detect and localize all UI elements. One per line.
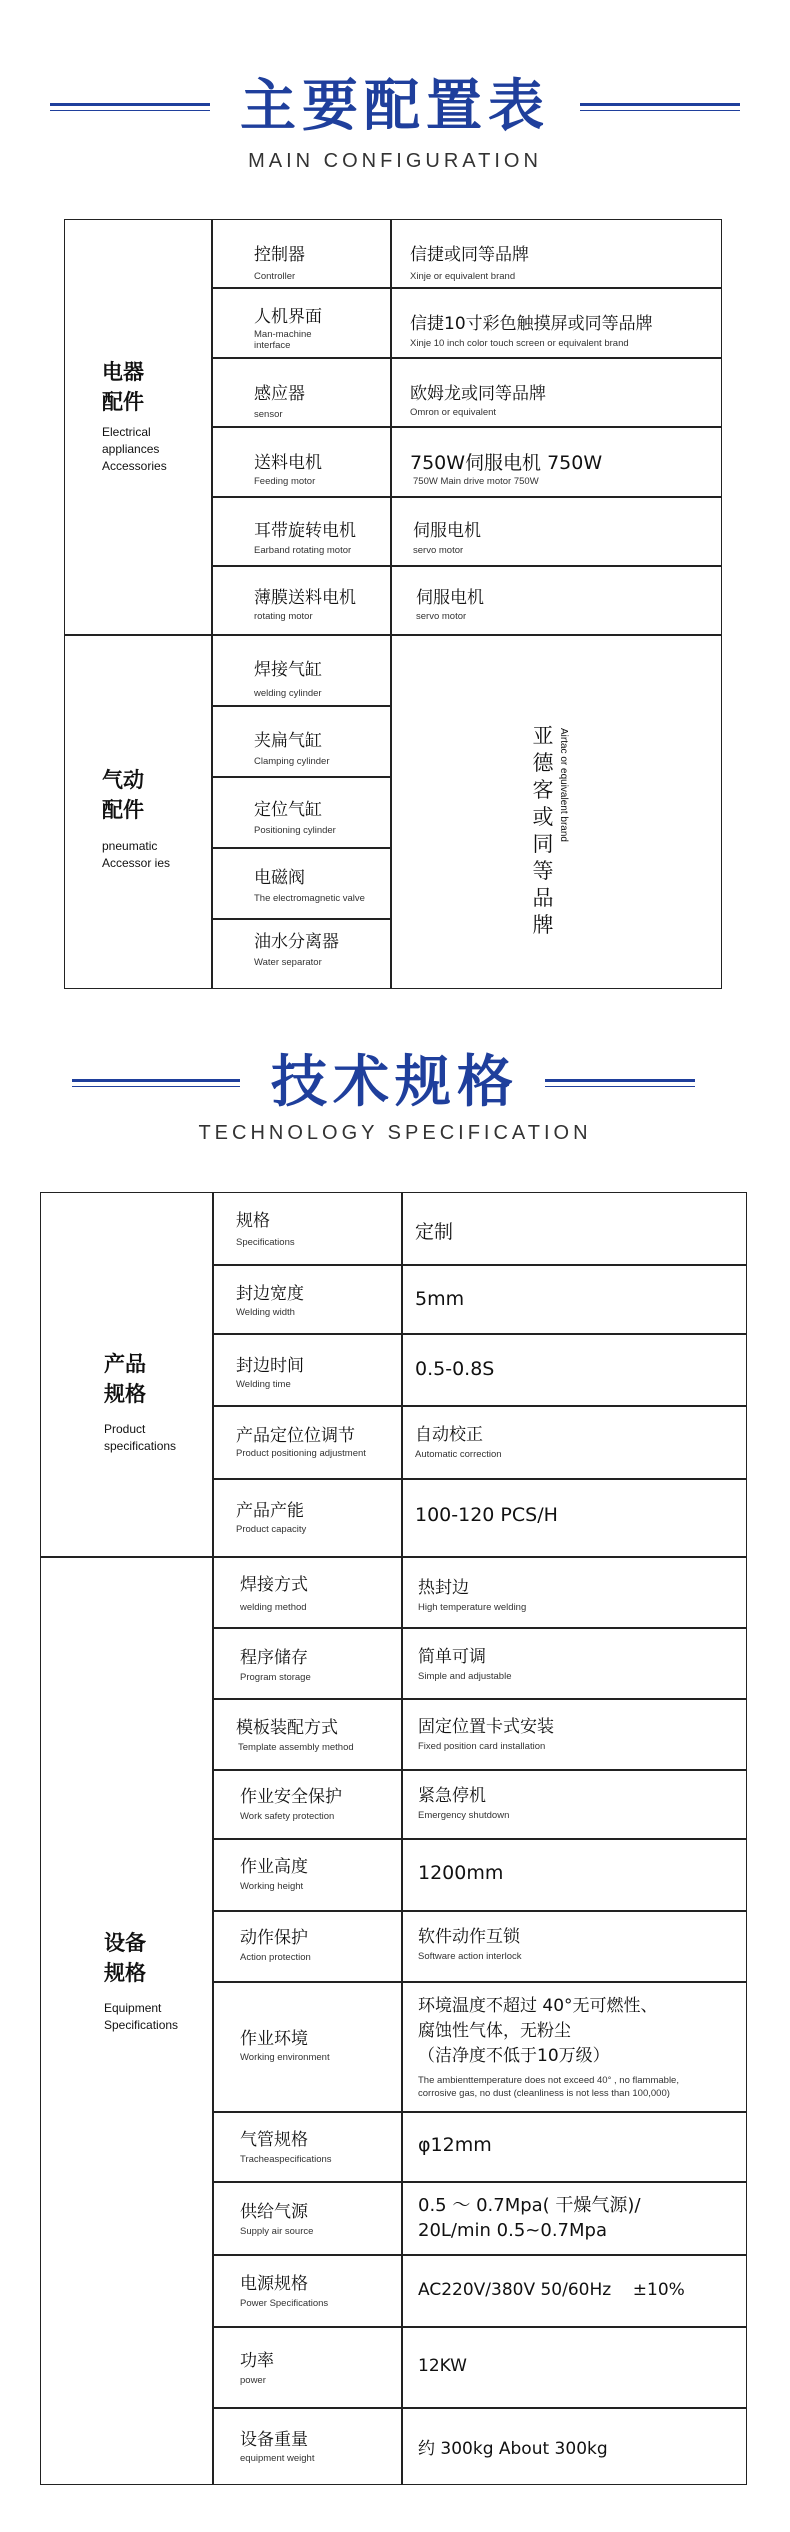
row-value: 100-120 PCS/H: [415, 1504, 558, 1526]
row-value-en: Automatic correction: [415, 1449, 502, 1460]
row-item-en: rotating motor: [254, 611, 313, 622]
row-value: 0.5-0.8S: [415, 1358, 495, 1380]
row-item-cn: 电源规格: [240, 2274, 308, 2294]
row-value-cn: 固定位置卡式安装: [418, 1717, 554, 1737]
main-config-subtitle: MAIN CONFIGURATION: [248, 150, 542, 172]
group-title-product: 产品 规格: [104, 1352, 146, 1406]
row-item-en: Welding time: [236, 1379, 291, 1390]
row-item-en: Specifications: [236, 1237, 295, 1248]
row-item-cn: 控制器: [254, 245, 305, 265]
row-item-cn: 送料电机: [254, 453, 322, 473]
row-item-cn: 模板装配方式: [236, 1718, 338, 1738]
row-item-cn: 人机界面: [254, 307, 322, 327]
tech-spec-header: [0, 1020, 790, 1200]
row-item-en: welding cylinder: [254, 688, 322, 699]
row-item-cn: 薄膜送料电机: [254, 588, 356, 608]
group-en-electrical: Electrical appliances Accessories: [102, 425, 167, 473]
merged-brand-cn: 亚 德 客 或 同 等 品 牌: [532, 724, 554, 937]
value-cell: [402, 1192, 747, 1265]
row-item-en: Positioning cylinder: [254, 825, 336, 836]
row-item-en: sensor: [254, 409, 283, 420]
row-value-cn: 热封边: [418, 1578, 469, 1598]
row-item-en: The electromagnetic valve: [254, 893, 365, 904]
row-value: AC220V/380V 50/60Hz ±10%: [418, 2280, 685, 2300]
row-value-en: Xinje 10 inch color touch screen or equivalent brand: [410, 338, 629, 349]
row-value-cn: 软件动作互锁: [418, 1927, 520, 1947]
merged-brand-en: Airtac or equivalent brand: [558, 728, 569, 842]
row-value-cn: 信捷10寸彩色触摸屏或同等品牌: [410, 314, 653, 334]
row-item-en: Feeding motor: [254, 476, 316, 487]
row-value-en: Fixed position card installation: [418, 1741, 546, 1752]
row-item-en: Program storage: [240, 1672, 311, 1683]
row-item-en: equipment weight: [240, 2453, 315, 2464]
row-item-en: welding method: [240, 1602, 307, 1613]
row-value-cn: 750W伺服电机 750W: [410, 452, 603, 474]
row-value-en: Software action interlock: [418, 1951, 522, 1962]
row-item-en: Clamping cylinder: [254, 756, 330, 767]
row-item-cn: 作业安全保护: [240, 1787, 342, 1807]
row-value-en: servo motor: [416, 611, 467, 622]
row-item-cn: 规格: [236, 1211, 270, 1231]
row-item-en: Working environment: [240, 2052, 330, 2063]
row-item-cn: 程序储存: [240, 1648, 308, 1668]
tech-spec-title: 技术规格: [271, 1050, 519, 1115]
row-value-cn: 自动校正: [415, 1425, 483, 1445]
main-config-header: [0, 0, 790, 200]
row-item-cn: 焊接方式: [240, 1575, 308, 1595]
row-value-en: The ambienttemperature does not exceed 40° , no flammable, corrosive gas, no dust (cleanliness is not less than 100,000): [418, 2075, 679, 2099]
row-item-cn: 油水分离器: [254, 932, 339, 952]
row-value-cn: 欧姆龙或同等品牌: [410, 384, 546, 404]
row-item-en: Work safety protection: [240, 1811, 335, 1822]
row-item-en: power: [240, 2375, 266, 2386]
row-item-en: Controller: [254, 271, 296, 282]
row-item-en: Product positioning adjustment: [236, 1448, 366, 1459]
row-value: φ12mm: [418, 2134, 492, 2156]
item-cell: [212, 919, 391, 989]
row-item-en: Working height: [240, 1881, 304, 1892]
main-config-title: 主要配置表: [240, 74, 550, 139]
row-value-en: Omron or equivalent: [410, 407, 497, 418]
row-item-en: Welding width: [236, 1307, 295, 1318]
row-value: 1200mm: [418, 1862, 504, 1884]
row-item-en: Tracheaspecifications: [240, 2154, 332, 2165]
row-value: 定制: [415, 1221, 454, 1243]
row-item-en: Product capacity: [236, 1524, 307, 1535]
row-item-en: Water separator: [254, 957, 322, 968]
group-title-pneumatic: 气动 配件: [102, 768, 144, 822]
row-item-cn: 供给气源: [240, 2202, 308, 2222]
row-value-en: Simple and adjustable: [418, 1671, 512, 1682]
row-value-cn: 信捷或同等品牌: [410, 245, 529, 265]
row-value-cn: 紧急停机: [418, 1786, 486, 1806]
row-item-cn: 电磁阀: [254, 868, 305, 888]
row-value: 12KW: [418, 2356, 467, 2376]
row-item-cn: 动作保护: [240, 1928, 308, 1948]
tech-spec-subtitle: TECHNOLOGY SPECIFICATION: [198, 1122, 592, 1144]
row-item-cn: 功率: [240, 2351, 274, 2371]
row-item-en: Earband rotating motor: [254, 545, 352, 556]
row-item-en: Template assembly method: [238, 1742, 354, 1753]
row-item-cn: 产品产能: [236, 1501, 304, 1521]
group-title-equipment: 设备 规格: [104, 1931, 146, 1985]
row-value-en: High temperature welding: [418, 1602, 527, 1613]
row-item-cn: 设备重量: [240, 2430, 308, 2450]
row-item-en: Supply air source: [240, 2226, 314, 2237]
row-value: 5mm: [415, 1288, 465, 1310]
row-item-cn: 感应器: [254, 384, 305, 404]
row-item-cn: 定位气缸: [254, 800, 322, 820]
group-en-product: Product specifications: [104, 1422, 177, 1453]
row-item-en: Action protection: [240, 1952, 311, 1963]
row-value-en: Emergency shutdown: [418, 1810, 510, 1821]
group-title-electrical: 电器 配件: [102, 360, 144, 414]
row-item-cn: 封边时间: [236, 1356, 304, 1376]
group-en-equipment: Equipment Specifications: [104, 2001, 179, 2032]
row-item-cn: 产品定位位调节: [236, 1426, 355, 1446]
row-value-cn: 伺服电机: [416, 588, 484, 608]
row-value-cn: 伺服电机: [413, 521, 481, 541]
row-item-cn: 作业高度: [240, 1857, 308, 1877]
row-value-cn: 简单可调: [418, 1647, 486, 1667]
row-value: 0.5 ～ 0.7Mpa( 干燥气源)/ 20L/min 0.5~0.7Mpa: [418, 2195, 641, 2241]
row-value: 约 300kg About 300kg: [418, 2439, 608, 2459]
row-item-cn: 耳带旋转电机: [254, 521, 356, 541]
row-value-en: servo motor: [413, 545, 464, 556]
row-item-en: Man-machine interface: [254, 329, 312, 351]
row-item-cn: 气管规格: [240, 2130, 308, 2150]
row-item-cn: 作业环境: [240, 2029, 308, 2049]
row-item-en: Power Specifications: [240, 2298, 329, 2309]
row-value-en: 750W Main drive motor 750W: [413, 476, 539, 487]
merged-brand-cell: [391, 635, 722, 989]
row-item-cn: 焊接气缸: [254, 660, 322, 680]
group-en-pneumatic: pneumatic Accessor ies: [102, 839, 171, 870]
row-item-cn: 夹扁气缸: [254, 731, 322, 751]
row-item-cn: 封边宽度: [236, 1284, 304, 1304]
row-value-cn: 环境温度不超过 40°无可燃性、 腐蚀性气体，无粉尘 （洁净度不低于10万级）: [418, 1996, 658, 2066]
row-value-en: Xinje or equivalent brand: [410, 271, 516, 282]
